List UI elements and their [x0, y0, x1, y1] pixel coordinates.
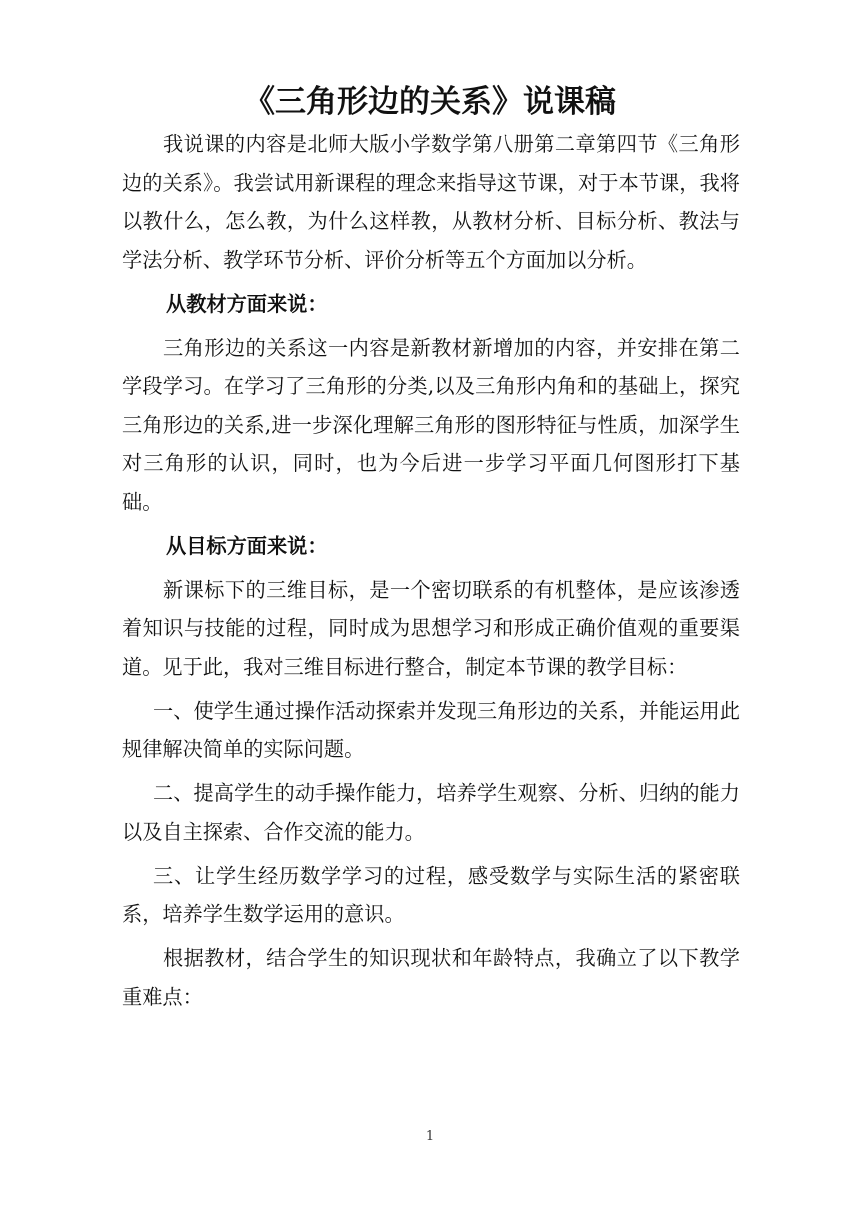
intro-paragraph: 我说课的内容是北师大版小学数学第八册第二章第四节《三角形边的关系》。我尝试用新课程的理念来指导这节课，对于本节课，我将以教什么，怎么教，为什么这样教，从教材分析、目标分析、教法与学法分析、教学环节分析、评价分析等五个方面加以分析。: [122, 132, 740, 272]
goal-item-3: 三、让学生经历数学学习的过程，感受数学与实际生活的紧密联系，培养学生数学运用的意识。: [122, 863, 740, 926]
document-title: 《三角形边的关系》说课稿: [244, 84, 616, 120]
goal-item-1: 一、使学生通过操作活动探索并发现三角形边的关系，并能运用此规律解决简单的实际问题。: [122, 698, 740, 761]
page-number: 1: [425, 1129, 435, 1144]
section-heading-goals: 从目标方面来说：: [166, 533, 328, 558]
document-body: [122, 125, 740, 1016]
textbook-paragraph: 三角形边的关系这一内容是新教材新增加的内容，并安排在第二学段学习。在学习了三角形的分类,以及三角形内角和的基础上，探究三角形边的关系,进一步深化理解三角形的图形特征与性质，加深学生对三角形的认识，同时，也为今后进一步学习平面几何图形打下基础。: [122, 335, 740, 514]
section-heading-textbook: 从教材方面来说：: [166, 291, 328, 316]
key-points-intro-paragraph: 根据教材，结合学生的知识现状和年龄特点，我确立了以下教学重难点：: [122, 946, 740, 1009]
goals-intro-paragraph: 新课标下的三维目标，是一个密切联系的有机整体，是应该渗透着知识与技能的过程，同时成为思想学习和形成正确价值观的重要渠道。见于此，我对三维目标进行整合，制定本节课的教学目标：: [122, 577, 740, 679]
goal-item-2: 二、提高学生的动手操作能力，培养学生观察、分析、归纳的能力以及自主探索、合作交流的能力。: [122, 781, 740, 844]
